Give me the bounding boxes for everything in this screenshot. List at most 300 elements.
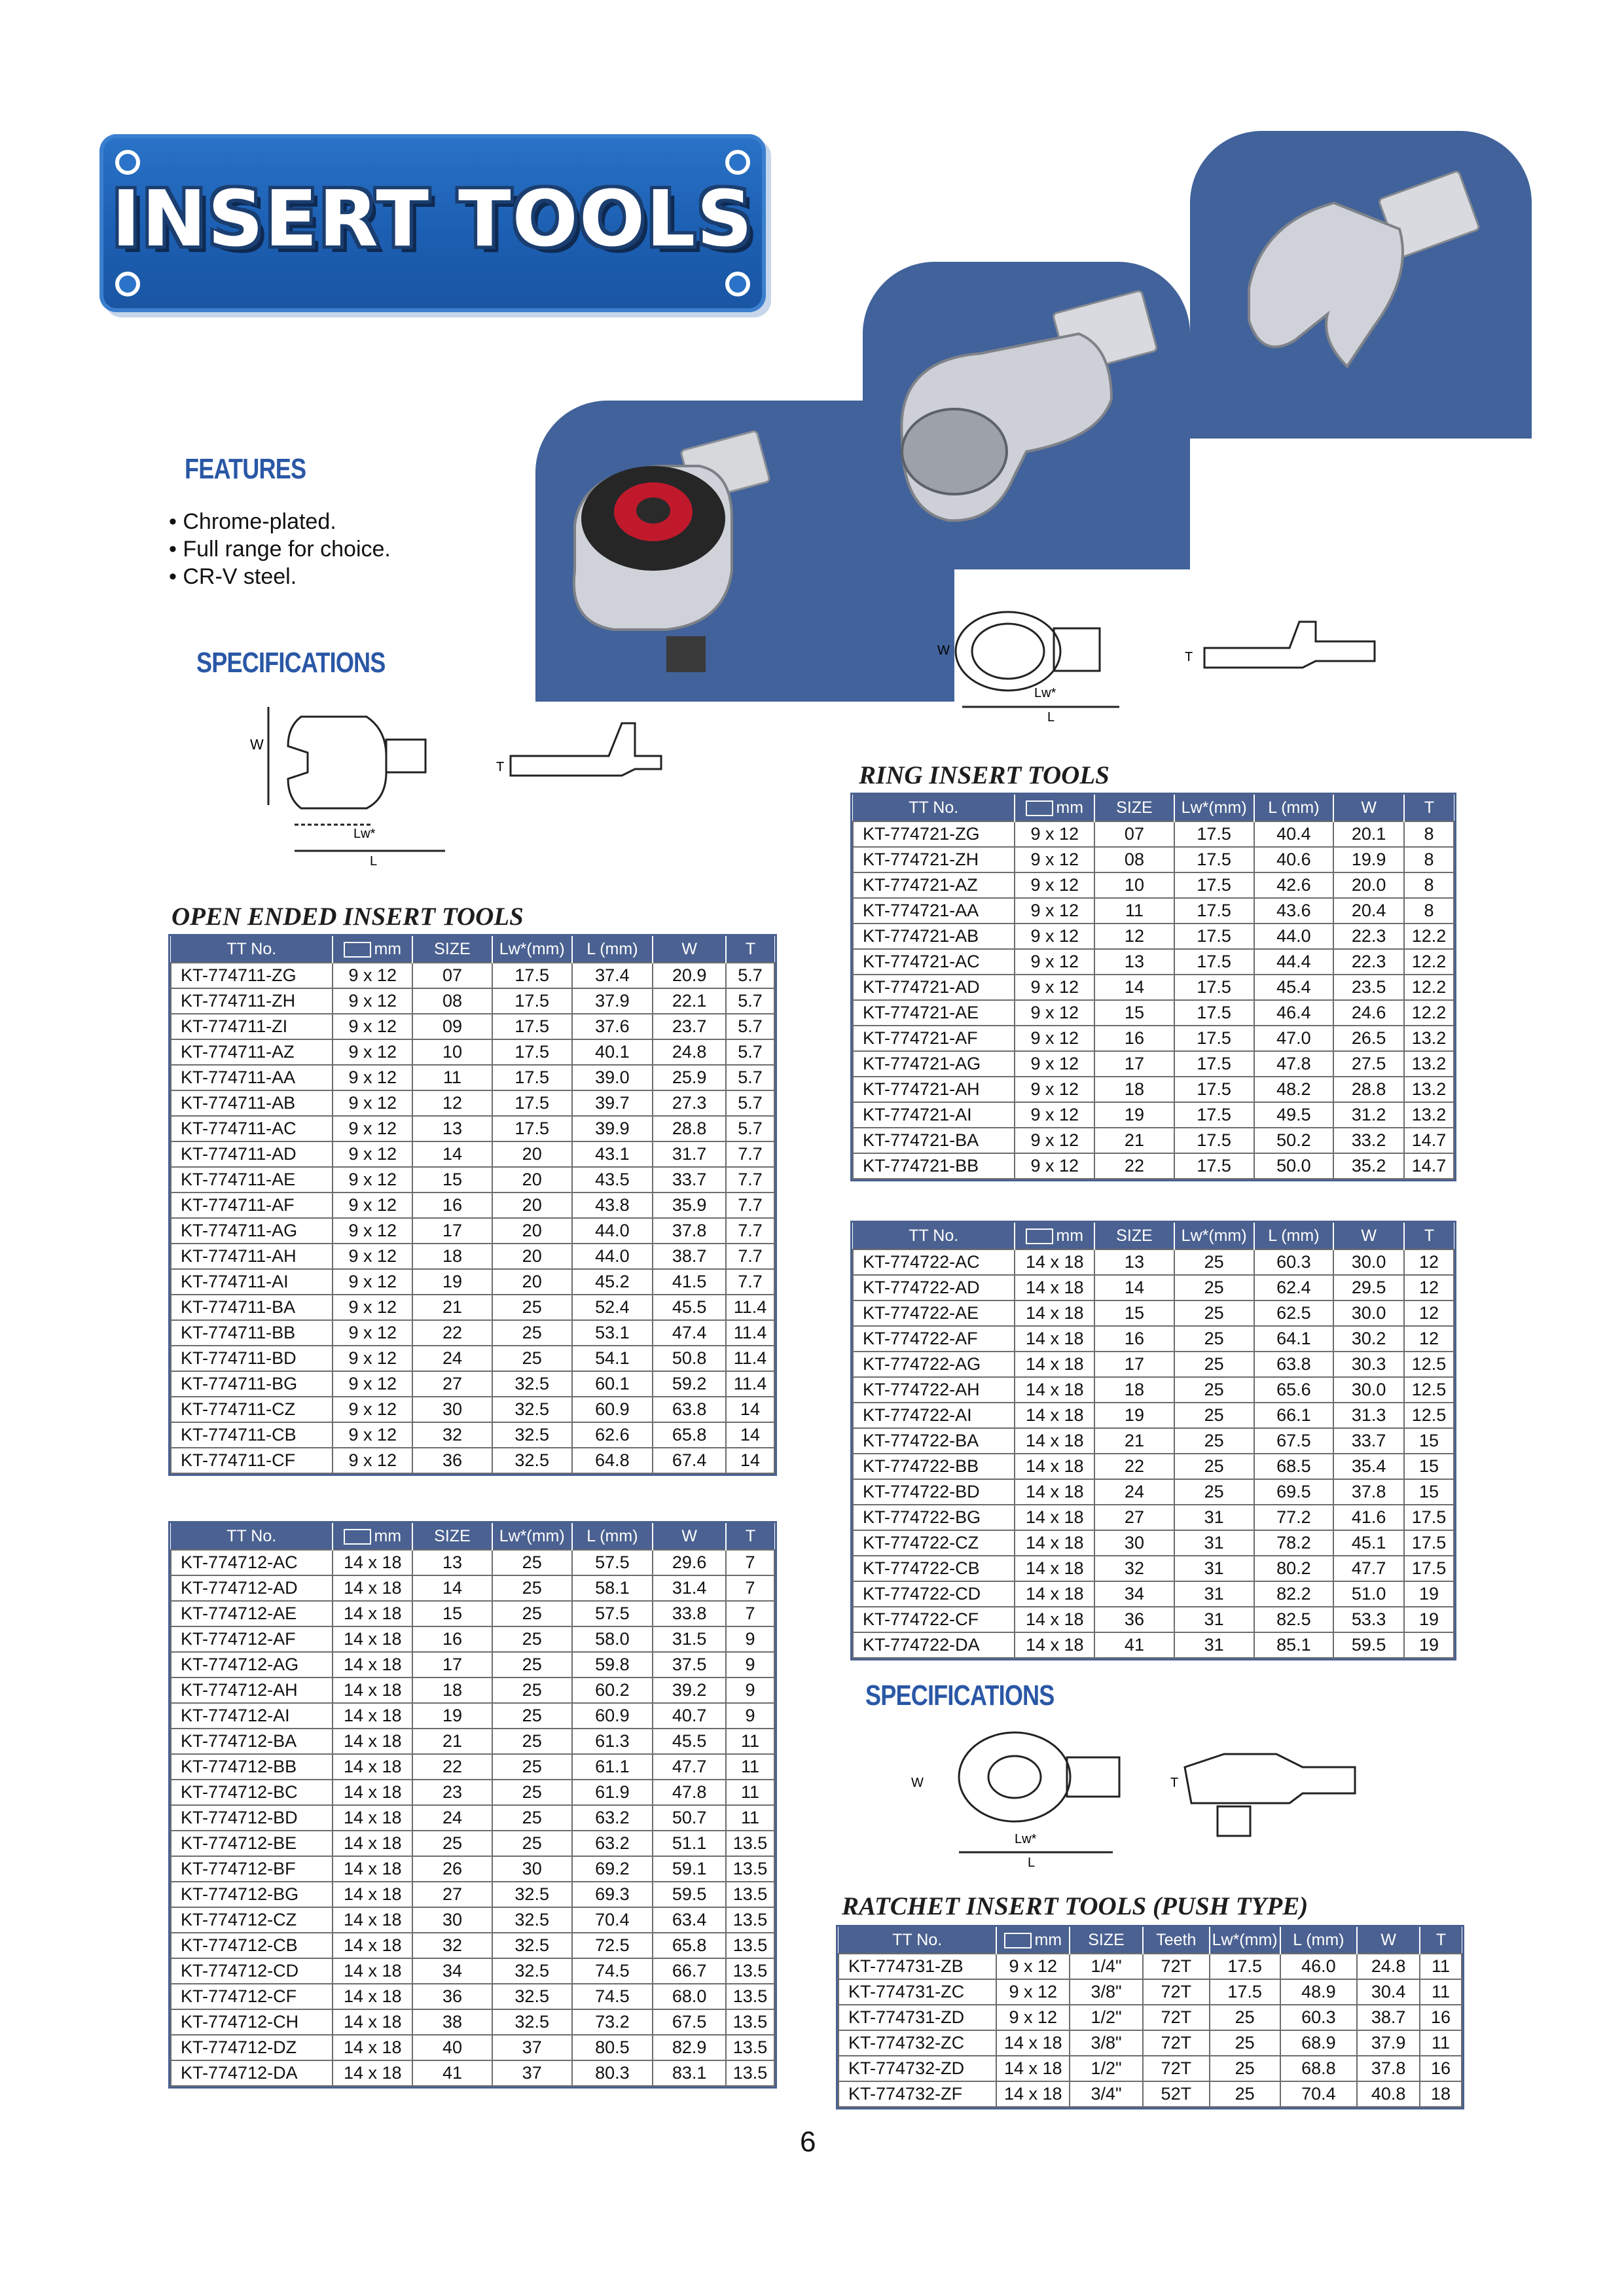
table-cell: 59.8 — [572, 1652, 653, 1677]
table-row — [171, 1269, 774, 1295]
table-cell: 72T — [1143, 2030, 1210, 2056]
table-cell: 60.1 — [572, 1371, 653, 1397]
table-cell: 36 — [412, 1448, 492, 1473]
table-cell: 15 — [1404, 1454, 1454, 1479]
table-row — [853, 1077, 1454, 1102]
table-cell: 9 x 12 — [996, 2005, 1070, 2030]
table-row — [853, 975, 1454, 1000]
table-row — [171, 1601, 774, 1626]
table-row — [171, 1729, 774, 1754]
table-cell: 30 — [412, 1397, 492, 1422]
table-cell: 12 — [1404, 1249, 1454, 1275]
table-cell: 14 x 18 — [1015, 1530, 1094, 1556]
table-cell: KT-774711-AA — [171, 1065, 333, 1090]
table-cell: 11.4 — [726, 1346, 774, 1371]
table-cell: 45.4 — [1254, 975, 1334, 1000]
table-cell: 40.7 — [653, 1703, 726, 1729]
table-cell: KT-774712-CF — [171, 1984, 333, 2009]
table-cell: 14 — [412, 1141, 492, 1167]
col-size: SIZE — [412, 936, 492, 963]
table-cell: 3/8" — [1070, 2030, 1143, 2056]
table-cell: 9 x 12 — [996, 1954, 1070, 1979]
table-cell: 8 — [1404, 847, 1454, 872]
table-cell: 47.4 — [653, 1320, 726, 1346]
table-cell: 13.5 — [726, 1882, 774, 1907]
table-cell: 11 — [1420, 1954, 1462, 1979]
table-cell: 17.5 — [1404, 1505, 1454, 1530]
table-cell: 9 x 12 — [333, 963, 412, 988]
table-cell: 22 — [1094, 1153, 1174, 1179]
table-cell: 20 — [492, 1244, 572, 1269]
table-cell: KT-774712-DZ — [171, 2035, 333, 2060]
table-cell: 27 — [412, 1882, 492, 1907]
table-cell: 16 — [412, 1193, 492, 1218]
table-row — [171, 1882, 774, 1907]
table-cell: 31 — [1174, 1530, 1254, 1556]
table-cell: 12.5 — [1404, 1403, 1454, 1428]
table-cell: 67.5 — [653, 2009, 726, 2035]
feature-item: • Full range for choice. — [169, 537, 391, 562]
table-cell: 7.7 — [726, 1269, 774, 1295]
table-cell: 44.0 — [572, 1218, 653, 1244]
table-cell: KT-774712-AG — [171, 1652, 333, 1677]
feature-item: • Chrome-plated. — [169, 509, 336, 534]
table-cell: 15 — [412, 1167, 492, 1193]
table-cell: 5.7 — [726, 1039, 774, 1065]
table-row — [853, 1102, 1454, 1128]
table-cell: 17.5 — [1174, 1000, 1254, 1026]
ratchet-table — [838, 1927, 1462, 2108]
table-cell: 14 x 18 — [1015, 1479, 1094, 1505]
table-cell: 9 x 12 — [996, 1979, 1070, 2005]
table-cell: 7 — [726, 1601, 774, 1626]
col-tt-no: TT No. — [853, 1223, 1015, 1249]
col-w: W — [653, 1523, 726, 1550]
table-cell: KT-774722-DA — [853, 1632, 1015, 1658]
table-cell: 18 — [1094, 1077, 1174, 1102]
table-cell: 14 x 18 — [1015, 1632, 1094, 1658]
table-cell: 14 — [412, 1575, 492, 1601]
table-cell: 14 x 18 — [996, 2030, 1070, 2056]
table-cell: 9 x 12 — [333, 1244, 412, 1269]
table-cell: 18 — [412, 1677, 492, 1703]
table-cell: 30 — [1094, 1530, 1174, 1556]
dimension-l-label: L — [370, 854, 378, 869]
table-cell: 50.8 — [653, 1346, 726, 1371]
table-cell: 58.1 — [572, 1575, 653, 1601]
table-cell: 59.5 — [1333, 1632, 1404, 1658]
col-size: SIZE — [1094, 795, 1174, 821]
table-cell: 26.5 — [1333, 1026, 1404, 1051]
dimension-lw-label: Lw* — [1034, 686, 1056, 700]
table-cell: 24.8 — [653, 1039, 726, 1065]
table-cell: 25 — [1174, 1326, 1254, 1352]
table-cell: 14 x 18 — [1015, 1556, 1094, 1581]
table-cell: 14 x 18 — [333, 2009, 412, 2035]
table-row — [853, 1454, 1454, 1479]
table-cell: 23.7 — [653, 1014, 726, 1039]
table-cell: 25 — [1174, 1428, 1254, 1454]
table-cell: KT-774732-ZC — [839, 2030, 996, 2056]
table-cell: 40 — [412, 2035, 492, 2060]
table-cell: KT-774731-ZD — [839, 2005, 996, 2030]
table-cell: 24.6 — [1333, 1000, 1404, 1026]
table-cell: 43.8 — [572, 1193, 653, 1218]
table-cell: KT-774711-BA — [171, 1295, 333, 1320]
table-cell: 12 — [1094, 924, 1174, 949]
table-row — [171, 1831, 774, 1856]
table-cell: 25 — [412, 1831, 492, 1856]
table-cell: 83.1 — [653, 2060, 726, 2086]
table-cell: 14 x 18 — [1015, 1403, 1094, 1428]
table-cell: 37.4 — [572, 963, 653, 988]
table-cell: 17.5 — [492, 988, 572, 1014]
table-cell: 16 — [1420, 2056, 1462, 2081]
table-row — [171, 1984, 774, 2009]
table-cell: 17 — [1094, 1051, 1174, 1077]
table-cell: 21 — [412, 1729, 492, 1754]
ring-table-9x12 — [852, 795, 1454, 1179]
table-cell: 5.7 — [726, 963, 774, 988]
table-cell: 9 x 12 — [333, 1346, 412, 1371]
table-cell: 08 — [412, 988, 492, 1014]
table-cell: 9 x 12 — [1015, 1051, 1094, 1077]
table-cell: 24 — [412, 1346, 492, 1371]
table-cell: KT-774721-BA — [853, 1128, 1015, 1153]
col-w: W — [1357, 1927, 1420, 1954]
table-row — [853, 1300, 1454, 1326]
table-cell: 25 — [1174, 1377, 1254, 1403]
col-tt-no: TT No. — [839, 1927, 996, 1954]
table-cell: KT-774712-CD — [171, 1958, 333, 1984]
table-cell: 62.6 — [572, 1422, 653, 1448]
table-row — [853, 924, 1454, 949]
table-cell: KT-774711-AC — [171, 1116, 333, 1141]
table-cell: KT-774712-BD — [171, 1805, 333, 1831]
table-cell: 15 — [412, 1601, 492, 1626]
table-cell: 1/4" — [1070, 1954, 1143, 1979]
table-cell: 14 x 18 — [1015, 1607, 1094, 1632]
table-cell: 68.5 — [1254, 1454, 1334, 1479]
table-row — [171, 1677, 774, 1703]
table-cell: 13 — [412, 1116, 492, 1141]
table-cell: 72T — [1143, 1954, 1210, 1979]
table-cell: 17.5 — [1174, 898, 1254, 924]
table-cell: KT-774721-AH — [853, 1077, 1015, 1102]
table-cell: 22.3 — [1333, 949, 1404, 975]
table-cell: 13.2 — [1404, 1102, 1454, 1128]
table-cell: 18 — [1420, 2081, 1462, 2107]
table-cell: KT-774712-AI — [171, 1703, 333, 1729]
table-cell: 72T — [1143, 2056, 1210, 2081]
table-cell: 82.9 — [653, 2035, 726, 2060]
table-cell: 12.5 — [1404, 1377, 1454, 1403]
table-cell: 12 — [1404, 1326, 1454, 1352]
col-mm: mm — [333, 936, 412, 963]
table-cell: 17.5 — [492, 1116, 572, 1141]
table-row — [171, 1933, 774, 1958]
table-cell: 13.5 — [726, 2035, 774, 2060]
table-cell: KT-774721-ZG — [853, 821, 1015, 847]
table-row — [171, 1397, 774, 1422]
table-cell: 25 — [492, 1601, 572, 1626]
table-cell: 32 — [1094, 1556, 1174, 1581]
table-row — [171, 1218, 774, 1244]
table-cell: 13.5 — [726, 1907, 774, 1933]
col-l: L (mm) — [1254, 1223, 1334, 1249]
table-cell: 14 x 18 — [333, 1703, 412, 1729]
table-cell: 43.5 — [572, 1167, 653, 1193]
table-cell: 14 — [1094, 1275, 1174, 1300]
table-cell: 82.5 — [1254, 1607, 1334, 1632]
table-cell: 63.8 — [1254, 1352, 1334, 1377]
table-cell: 25 — [492, 1703, 572, 1729]
table-cell: 40.4 — [1254, 821, 1334, 847]
table-cell: 65.6 — [1254, 1377, 1334, 1403]
table-row — [853, 1632, 1454, 1658]
table-row — [171, 2060, 774, 2086]
table-cell: 19 — [1094, 1102, 1174, 1128]
table-cell: 9 x 12 — [1015, 1153, 1094, 1179]
bolt-icon — [725, 150, 750, 175]
table-cell: 20 — [492, 1193, 572, 1218]
table-cell: 07 — [412, 963, 492, 988]
table-cell: 9 x 12 — [1015, 1102, 1094, 1128]
table-row — [171, 1958, 774, 1984]
table-cell: 25 — [492, 1295, 572, 1320]
table-cell: KT-774722-BA — [853, 1428, 1015, 1454]
table-cell: 69.5 — [1254, 1479, 1334, 1505]
table-cell: 32 — [412, 1422, 492, 1448]
table-cell: 9 x 12 — [1015, 949, 1094, 975]
table-cell: 31.5 — [653, 1626, 726, 1652]
col-t: T — [726, 936, 774, 963]
table-cell: 10 — [1094, 872, 1174, 898]
table-cell: 16 — [1420, 2005, 1462, 2030]
table-cell: 11 — [412, 1065, 492, 1090]
col-lw: Lw*(mm) — [492, 1523, 572, 1550]
table-cell: 14 x 18 — [1015, 1249, 1094, 1275]
table-row — [171, 2035, 774, 2060]
table-cell: 31 — [1174, 1581, 1254, 1607]
table-row — [171, 1244, 774, 1269]
table-cell: KT-774712-AC — [171, 1550, 333, 1575]
table-row — [853, 821, 1454, 847]
table-cell: 17.5 — [1174, 975, 1254, 1000]
table-cell: 25 — [1174, 1403, 1254, 1428]
table-cell: 41 — [1094, 1632, 1174, 1658]
table-cell: 57.5 — [572, 1550, 653, 1575]
table-cell: 50.2 — [1254, 1128, 1334, 1153]
table-cell: 12 — [1404, 1300, 1454, 1326]
table-cell: 37.8 — [653, 1218, 726, 1244]
table-cell: 25 — [1210, 2081, 1280, 2107]
col-teeth: Teeth — [1143, 1927, 1210, 1954]
table-cell: 14 x 18 — [1015, 1326, 1094, 1352]
table-cell: 14 x 18 — [333, 1831, 412, 1856]
table-cell: 64.1 — [1254, 1326, 1334, 1352]
table-cell: 45.2 — [572, 1269, 653, 1295]
table-row — [839, 2081, 1462, 2107]
table-row — [853, 1000, 1454, 1026]
table-cell: 52T — [1143, 2081, 1210, 2107]
table-cell: 11.4 — [726, 1320, 774, 1346]
table-cell: 9 — [726, 1626, 774, 1652]
table-cell: KT-774721-AD — [853, 975, 1015, 1000]
table-row — [853, 1326, 1454, 1352]
table-cell: 40.6 — [1254, 847, 1334, 872]
open-end-spec-drawing — [242, 694, 700, 870]
col-mm: mm — [333, 1523, 412, 1550]
table-cell: 67.5 — [1254, 1428, 1334, 1454]
table-row — [171, 988, 774, 1014]
table-cell: 9 x 12 — [333, 1090, 412, 1116]
table-cell: 43.6 — [1254, 898, 1334, 924]
table-cell: 68.0 — [653, 1984, 726, 2009]
table-row — [171, 963, 774, 988]
table-row — [171, 1754, 774, 1780]
table-cell: 37.6 — [572, 1014, 653, 1039]
table-cell: 70.4 — [1280, 2081, 1358, 2107]
table-cell: 73.2 — [572, 2009, 653, 2035]
table-cell: 12 — [412, 1090, 492, 1116]
table-cell: 80.2 — [1254, 1556, 1334, 1581]
page-title: INSERT TOOLS — [111, 173, 754, 264]
table-cell: 40.1 — [572, 1039, 653, 1065]
table-cell: 32.5 — [492, 1958, 572, 1984]
table-cell: 13.5 — [726, 1856, 774, 1882]
table-cell: KT-774712-BA — [171, 1729, 333, 1754]
table-cell: 9 x 12 — [1015, 898, 1094, 924]
table-cell: KT-774712-BG — [171, 1882, 333, 1907]
table-cell: 21 — [1094, 1428, 1174, 1454]
table-cell: KT-774711-AH — [171, 1244, 333, 1269]
table-cell: 41 — [412, 2060, 492, 2086]
col-l: L (mm) — [1280, 1927, 1358, 1954]
table-cell: 09 — [412, 1014, 492, 1039]
table-row — [171, 1907, 774, 1933]
table-cell: 5.7 — [726, 1116, 774, 1141]
table-cell: 21 — [1094, 1128, 1174, 1153]
col-size: SIZE — [1070, 1927, 1143, 1954]
table-cell: 1/2" — [1070, 2056, 1143, 2081]
table-cell: 47.8 — [653, 1780, 726, 1805]
table-cell: 14 x 18 — [333, 1958, 412, 1984]
table-cell: 9 x 12 — [1015, 1000, 1094, 1026]
table-cell: 14 x 18 — [333, 1933, 412, 1958]
col-lw: Lw*(mm) — [1174, 1223, 1254, 1249]
table-cell: 17.5 — [492, 1090, 572, 1116]
table-cell: KT-774722-AI — [853, 1403, 1015, 1428]
table-cell: 25 — [492, 1320, 572, 1346]
ring-insert-photo — [863, 262, 1190, 569]
table-cell: 72T — [1143, 1979, 1210, 2005]
table-cell: 60.9 — [572, 1397, 653, 1422]
dimension-w-label: W — [911, 1776, 924, 1790]
table-cell: 37.8 — [1333, 1479, 1404, 1505]
table-cell: 14 x 18 — [333, 1882, 412, 1907]
table-cell: 70.4 — [572, 1907, 653, 1933]
table-cell: 7.7 — [726, 1244, 774, 1269]
table-cell: KT-774722-CZ — [853, 1530, 1015, 1556]
table-row — [853, 1153, 1454, 1179]
table-cell: 45.1 — [1333, 1530, 1404, 1556]
table-cell: 14 x 18 — [333, 1856, 412, 1882]
table-cell: 9 x 12 — [333, 988, 412, 1014]
table-cell: 14 x 18 — [996, 2081, 1070, 2107]
table-cell: 59.2 — [653, 1371, 726, 1397]
table-cell: 22 — [412, 1754, 492, 1780]
table-cell: 50.7 — [653, 1805, 726, 1831]
table-cell: 61.9 — [572, 1780, 653, 1805]
table-cell: 69.3 — [572, 1882, 653, 1907]
table-cell: 63.2 — [572, 1805, 653, 1831]
table-cell: 64.8 — [572, 1448, 653, 1473]
table-cell: KT-774711-BD — [171, 1346, 333, 1371]
table-cell: 11.4 — [726, 1295, 774, 1320]
table-cell: 45.5 — [653, 1295, 726, 1320]
table-cell: KT-774712-BB — [171, 1754, 333, 1780]
col-mm: mm — [1015, 1223, 1094, 1249]
table-cell: 40.8 — [1357, 2081, 1420, 2107]
table-cell: 19 — [412, 1269, 492, 1295]
table-cell: 31.4 — [653, 1575, 726, 1601]
table-cell: KT-774722-BG — [853, 1505, 1015, 1530]
dimension-t-label: T — [1185, 650, 1193, 664]
table-cell: 17.5 — [1174, 924, 1254, 949]
table-cell: 37.9 — [1357, 2030, 1420, 2056]
table-cell: 8 — [1404, 872, 1454, 898]
table-cell: 11 — [726, 1754, 774, 1780]
table-cell: 33.7 — [1333, 1428, 1404, 1454]
table-row — [839, 1954, 1462, 1979]
table-cell: 47.7 — [1333, 1556, 1404, 1581]
table-row — [853, 1249, 1454, 1275]
table-cell: 44.0 — [572, 1244, 653, 1269]
table-cell: 22.3 — [1333, 924, 1404, 949]
table-cell: KT-774721-AG — [853, 1051, 1015, 1077]
table-cell: KT-774712-BC — [171, 1780, 333, 1805]
table-cell: 32 — [412, 1933, 492, 1958]
table-row — [853, 1128, 1454, 1153]
table-cell: 20 — [492, 1141, 572, 1167]
table-cell: 14 — [1094, 975, 1174, 1000]
table-cell: 11 — [1420, 2030, 1462, 2056]
table-cell: 15 — [1404, 1479, 1454, 1505]
table-cell: 26 — [412, 1856, 492, 1882]
table-cell: KT-774722-AC — [853, 1249, 1015, 1275]
table-row — [839, 2056, 1462, 2081]
table-cell: 25 — [492, 1550, 572, 1575]
table-cell: 3/8" — [1070, 1979, 1143, 2005]
table-cell: 13.5 — [726, 1933, 774, 1958]
table-cell: 14 x 18 — [996, 2056, 1070, 2081]
table-cell: 25 — [492, 1346, 572, 1371]
table-cell: 13 — [412, 1550, 492, 1575]
table-cell: 16 — [412, 1626, 492, 1652]
table-row — [171, 1652, 774, 1677]
table-cell: 48.9 — [1280, 1979, 1358, 2005]
table-cell: 31 — [1174, 1607, 1254, 1632]
table-cell: 17.5 — [492, 1039, 572, 1065]
table-row — [171, 1090, 774, 1116]
table-row — [171, 1320, 774, 1346]
bolt-icon — [725, 272, 750, 296]
table-cell: 47.7 — [653, 1754, 726, 1780]
table-cell: 32.5 — [492, 1933, 572, 1958]
table-cell: KT-774712-AD — [171, 1575, 333, 1601]
table-cell: 51.0 — [1333, 1581, 1404, 1607]
